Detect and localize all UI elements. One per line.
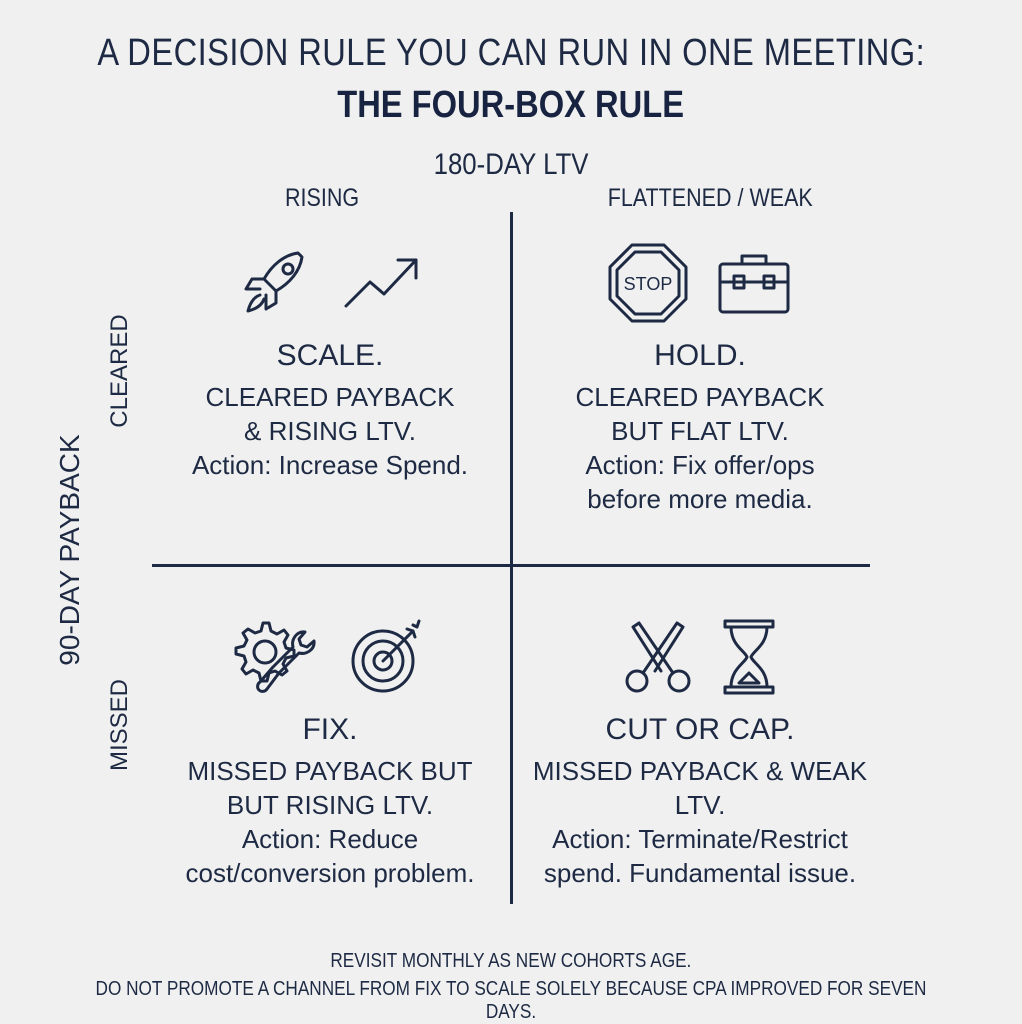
quadrant-cut-action-1: Action: Terminate/Restrict: [552, 824, 848, 854]
footer-line-1-text: REVISIT MONTHLY AS NEW COHORTS AGE.: [330, 950, 692, 972]
quadrant-fix-icons: [150, 612, 510, 702]
quadrant-hold-action-1: Action: Fix offer/ops: [585, 450, 815, 480]
quadrant-scale-desc-2: & RISING LTV.: [244, 416, 416, 446]
y-axis-title: 90-DAY PAYBACK: [54, 434, 85, 666]
target-icon: [347, 617, 427, 697]
column-label-rising-text: RISING: [284, 184, 360, 212]
x-axis-title-text: 180-DAY LTV: [433, 148, 589, 181]
row-label-cleared: CLEARED: [106, 314, 133, 428]
quadrant-cut-desc-1: MISSED PAYBACK & WEAK LTV.: [532, 756, 868, 820]
gear-wrench-icon: [233, 617, 323, 697]
stop-sign-text: STOP: [623, 274, 673, 294]
quadrant-scale: [150, 238, 510, 482]
quadrant-fix: [150, 612, 510, 890]
footer-line-2-text: DO NOT PROMOTE A CHANNEL FROM FIX TO SCALE SOLELY BECAUSE CPA IMPROVED FOR SEVEN DAYS.: [95, 978, 927, 1023]
column-label-rising: [142, 184, 502, 213]
quadrant-fix-title: FIX.: [302, 713, 358, 746]
quadrant-fix-desc-1: MISSED PAYBACK BUT: [187, 756, 473, 786]
x-axis-title: [311, 148, 711, 182]
horizontal-divider: [152, 564, 870, 567]
quadrant-hold-desc-1: CLEARED PAYBACK: [575, 382, 825, 412]
title-line-1: [0, 32, 1022, 75]
quadrant-scale-action-1: Action: Increase Spend.: [191, 450, 469, 480]
stop-sign-icon: [606, 241, 690, 325]
quadrant-scale-title: SCALE.: [276, 339, 384, 372]
quadrant-hold-title: HOLD.: [654, 339, 746, 372]
footer-line-2: [0, 978, 1022, 1024]
toolbox-icon: [714, 248, 794, 318]
quadrant-scale-desc-1: CLEARED PAYBACK: [205, 382, 455, 412]
quadrant-hold: [520, 238, 880, 516]
quadrant-hold-icons: [520, 238, 880, 328]
quadrant-scale-icons: [150, 238, 510, 328]
hourglass-icon: [719, 617, 779, 697]
scissors-icon: [621, 617, 695, 697]
quadrant-cut-title: CUT OR CAP.: [605, 713, 795, 746]
quadrant-cut-or-cap: [520, 612, 880, 890]
rocket-icon: [236, 243, 316, 323]
title-line-1-text: A DECISION RULE YOU CAN RUN IN ONE MEETING:: [97, 32, 925, 74]
column-label-flattened-text: FLATTENED / WEAK: [607, 184, 813, 212]
quadrant-hold-desc-2: BUT FLAT LTV.: [611, 416, 789, 446]
column-label-flattened: [530, 184, 890, 213]
quadrant-hold-action-2: before more media.: [587, 484, 813, 514]
quadrant-fix-action-1: Action: Reduce: [241, 824, 419, 854]
quadrant-cut-action-2: spend. Fundamental issue.: [543, 858, 857, 888]
title-line-2: [0, 84, 1022, 127]
quadrant-cut-icons: [520, 612, 880, 702]
quadrant-fix-desc-2: BUT RISING LTV.: [226, 790, 434, 820]
title-line-2-text: THE FOUR-BOX RULE: [337, 84, 685, 126]
row-label-missed: MISSED: [106, 679, 133, 772]
trending-up-icon: [340, 248, 424, 318]
quadrant-fix-action-2: cost/conversion problem.: [185, 858, 475, 888]
vertical-divider: [510, 212, 513, 904]
footer-line-1: [0, 950, 1022, 973]
